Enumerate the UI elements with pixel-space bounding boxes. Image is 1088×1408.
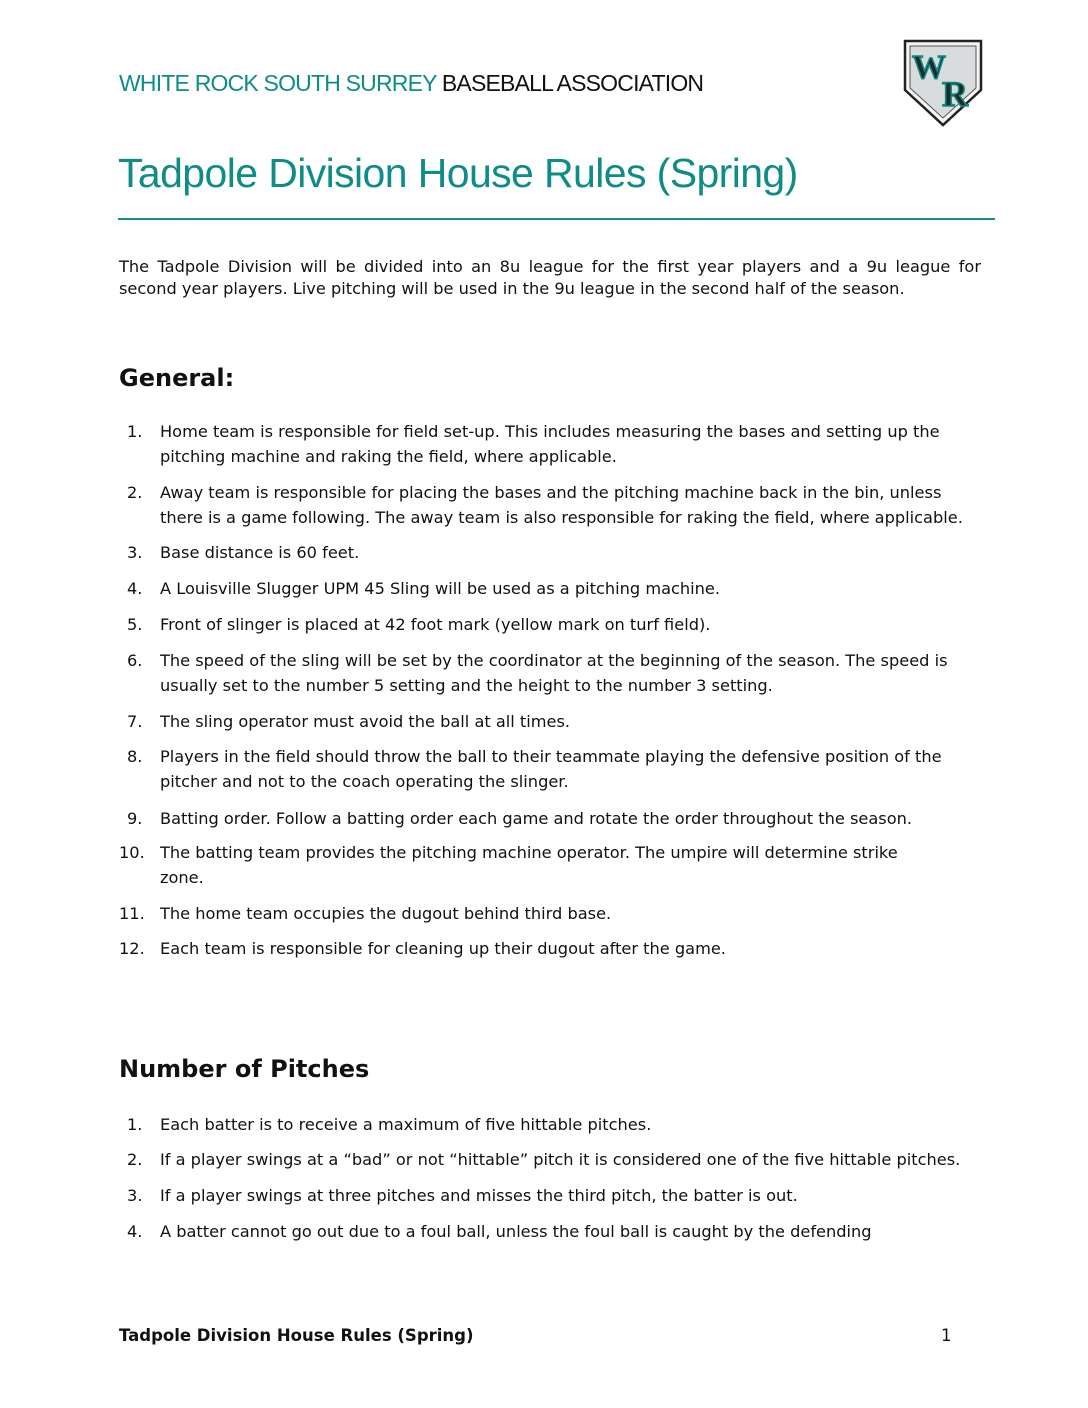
list-item [119,901,989,926]
logo-r: R [942,74,968,114]
list-item [119,648,989,698]
list-item [119,540,989,565]
item-text: The speed of the sling will be set by the coordinator at the beginning of the season. The speed is usually set to the number 5 setting and the height to the number 3 setting. [160,651,948,695]
list-item [119,1147,989,1172]
item-number: 9. [127,809,143,828]
general-heading: General: [119,364,235,392]
item-number: 11. [119,904,145,923]
item-text: Each team is responsible for cleaning up their dugout after the game. [160,939,726,958]
item-text: Each batter is to receive a maximum of five hittable pitches. [160,1115,652,1134]
item-number: 8. [127,747,143,766]
item-text: Batting order. Follow a batting order each game and rotate the order throughout the season. [160,809,913,828]
item-number: 7. [127,712,143,731]
logo-w: W [912,49,946,86]
item-text: Front of slinger is placed at 42 foot mark (yellow mark on turf field). [160,615,711,634]
organization-name-teal: WHITE ROCK SOUTH SURREY [119,70,437,96]
item-text: Home team is responsible for field set-up. This includes measuring the bases and setting up the pitching machine and raking the field, where applicable. [160,422,940,466]
item-text: Players in the field should throw the ball to their teammate playing the defensive position of the pitcher and not to the coach operating the slinger. [160,747,942,791]
list-item [119,936,989,961]
item-number: 12. [119,939,145,958]
item-number: 4. [127,1222,143,1241]
list-item [119,744,989,794]
item-number: 5. [127,615,143,634]
footer-title: Tadpole Division House Rules (Spring) [119,1326,474,1345]
wr-logo-icon [902,38,984,128]
organization-name-black: BASEBALL ASSOCIATION [441,70,704,96]
item-number: 6. [127,651,143,670]
item-number: 10. [119,843,145,862]
pitches-rules-list [119,1112,989,1244]
item-number: 2. [127,483,143,502]
list-item [119,576,989,601]
list-item [119,612,989,637]
item-number: 2. [127,1150,143,1169]
item-number: 1. [127,1115,143,1134]
item-text: Base distance is 60 feet. [160,543,360,562]
item-number: 4. [127,579,143,598]
item-number: 3. [127,1186,143,1205]
list-item [119,1219,989,1244]
page-number: 1 [941,1326,952,1345]
item-text: The home team occupies the dugout behind third base. [160,904,612,923]
list-item [119,1112,989,1137]
item-text: The batting team provides the pitching machine operator. The umpire will determine strike zone. [160,843,898,887]
list-item [119,480,989,530]
item-text: Away team is responsible for placing the bases and the pitching machine back in the bin, unless there is a game following. The away team is also responsible for raking the field, where applicable. [160,483,963,527]
page-title: Tadpole Division House Rules (Spring) [118,150,798,196]
item-text: The sling operator must avoid the ball at all times. [160,712,571,731]
list-item [119,806,989,831]
number-of-pitches-heading: Number of Pitches [119,1055,370,1083]
item-text: A Louisville Slugger UPM 45 Sling will be used as a pitching machine. [160,579,721,598]
item-text: If a player swings at a “bad” or not “hittable” pitch it is considered one of the five hittable pitches. [160,1150,961,1169]
title-divider [118,218,995,220]
item-number: 3. [127,543,143,562]
item-text: If a player swings at three pitches and misses the third pitch, the batter is out. [160,1186,798,1205]
general-rules-list [119,419,989,961]
item-number: 1. [127,422,143,441]
item-text: A batter cannot go out due to a foul ball, unless the foul ball is caught by the defending [160,1222,872,1241]
list-item [119,1183,989,1208]
intro-paragraph: The Tadpole Division will be divided into an 8u league for the first year players and a 9u league for second year players. Live pitching will be used in the 9u league in the second half of the season. [119,257,981,298]
list-item [119,840,989,890]
list-item [119,419,989,469]
list-item [119,709,989,734]
organization-name [119,70,703,97]
